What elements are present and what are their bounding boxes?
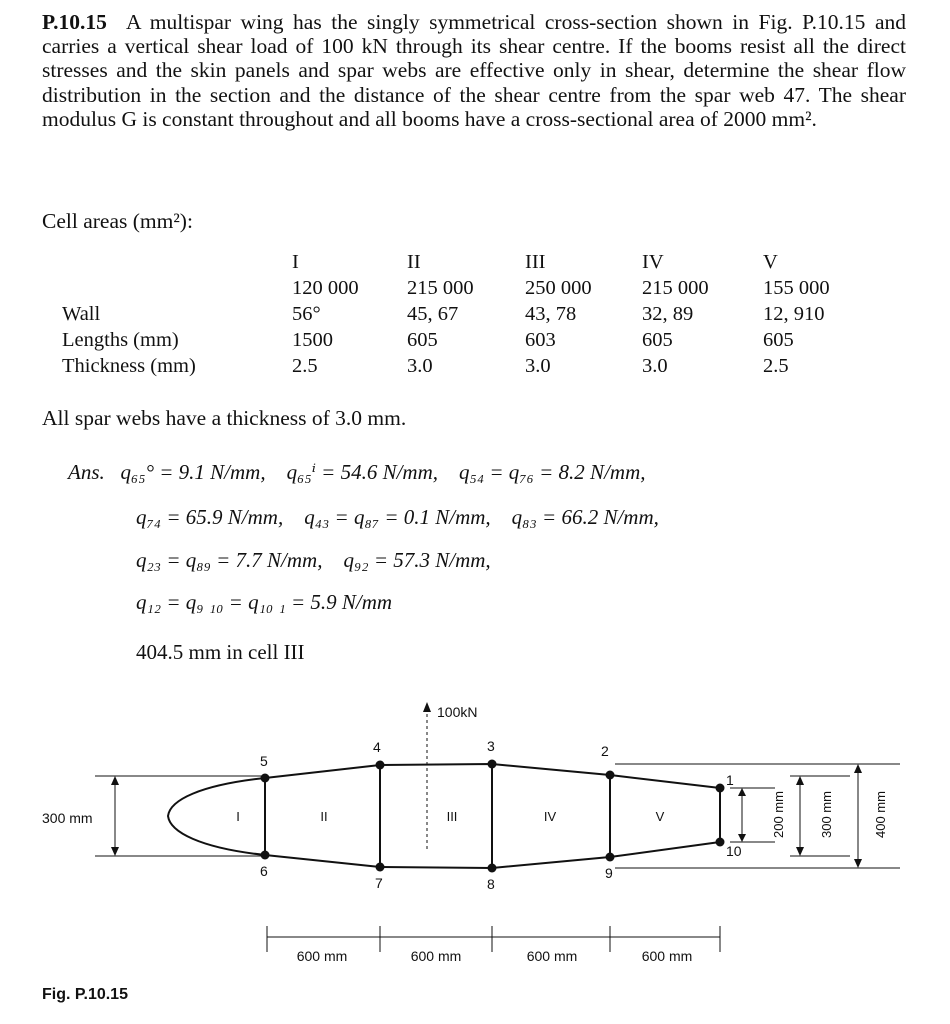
arrowhead-icon xyxy=(111,847,119,856)
load-arrow-icon xyxy=(423,702,431,712)
arrowhead-icon xyxy=(738,788,746,796)
table-row-areas xyxy=(62,275,873,301)
cell-areas-table xyxy=(62,249,873,379)
boom-9 xyxy=(606,853,615,862)
answer-item: q₁₂ = q₉ ₁₀ = q₁₀ ₁ = 5.9 N/mm xyxy=(136,590,393,614)
answer-line-2 xyxy=(136,505,659,530)
table-cell: 603 xyxy=(525,329,556,351)
right-dim-label-300: 300 mm xyxy=(819,791,834,838)
table-cell: 605 xyxy=(763,329,794,351)
boom-2 xyxy=(606,771,615,780)
table-cell: 12, 910 xyxy=(763,303,825,325)
cell-areas-title: Cell areas (mm²): xyxy=(42,209,193,233)
right-dim-label-400: 400 mm xyxy=(873,791,888,838)
bottom-dim-label: 600 mm xyxy=(526,948,578,964)
table-cell: 215 000 xyxy=(407,277,474,299)
arrowhead-icon xyxy=(854,764,862,773)
boom-label-5: 5 xyxy=(260,753,268,769)
answer-line-4 xyxy=(136,590,392,615)
arrowhead-icon xyxy=(738,834,746,842)
boom-label-7: 7 xyxy=(375,875,383,891)
boom-label-10: 10 xyxy=(726,843,742,859)
answer-line-1 xyxy=(68,460,645,485)
table-cell: 43, 78 xyxy=(525,303,577,325)
table-cell: 3.0 xyxy=(525,355,551,377)
boom-label-2: 2 xyxy=(601,743,609,759)
boom-8 xyxy=(488,864,497,873)
answer-prefix: Ans. xyxy=(68,460,105,484)
table-cell: 56° xyxy=(292,303,321,325)
cell-label-I: I xyxy=(236,809,240,824)
table-header-cell: II xyxy=(407,251,421,273)
boom-label-6: 6 xyxy=(260,863,268,879)
boom-3 xyxy=(488,760,497,769)
table-header-cell: III xyxy=(525,251,546,273)
table-cell: 1500 xyxy=(292,329,333,351)
table-header-cell: I xyxy=(292,251,299,273)
answer-item: q₂₃ = q₈₉ = 7.7 N/mm, xyxy=(136,548,323,572)
row-label: Lengths (mm) xyxy=(62,329,179,351)
right-dim-label-200: 200 mm xyxy=(771,791,786,838)
answer-item: q₅₄ = q₇₆ = 8.2 N/mm, xyxy=(459,460,646,484)
wing-section-figure xyxy=(0,690,950,980)
boom-5 xyxy=(261,774,270,783)
table-header-row xyxy=(62,249,873,275)
table-row-lengths xyxy=(62,327,873,353)
table-cell: 3.0 xyxy=(407,355,433,377)
table-cell: 45, 67 xyxy=(407,303,459,325)
boom-10 xyxy=(716,838,725,847)
table-header-cell: IV xyxy=(642,251,664,273)
answer-item: q₈₃ = 66.2 N/mm, xyxy=(511,505,659,529)
problem-number: P.10.15 xyxy=(42,10,107,34)
row-label: Thickness (mm) xyxy=(62,355,196,377)
cell-label-V: V xyxy=(655,809,665,824)
answer-item: q₄₃ = q₈₇ = 0.1 N/mm, xyxy=(304,505,491,529)
table-cell: 120 000 xyxy=(292,277,359,299)
table-row-thickness xyxy=(62,353,873,379)
table-cell: 2.5 xyxy=(763,355,789,377)
table-cell: 32, 89 xyxy=(642,303,694,325)
boom-7 xyxy=(376,863,385,872)
answer-item: q₉₂ = 57.3 N/mm, xyxy=(343,548,491,572)
boom-label-8: 8 xyxy=(487,876,495,892)
table-cell: 215 000 xyxy=(642,277,709,299)
problem-statement xyxy=(42,10,906,131)
answer-item: q₆₅ⁱ = 54.6 N/mm, xyxy=(286,460,439,484)
boom-4 xyxy=(376,761,385,770)
table-cell: 605 xyxy=(407,329,438,351)
boom-label-1: 1 xyxy=(726,772,734,788)
table-header-cell: V xyxy=(763,251,778,273)
boom-label-4: 4 xyxy=(373,739,381,755)
cell-label-IV: IV xyxy=(543,809,557,824)
answer-item: q₆₅° = 9.1 N/mm, xyxy=(120,460,266,484)
bottom-dim-label: 600 mm xyxy=(410,948,462,964)
answer-line-3 xyxy=(136,548,491,573)
table-cell: 250 000 xyxy=(525,277,592,299)
boom-6 xyxy=(261,851,270,860)
table-cell: 3.0 xyxy=(642,355,668,377)
cell-label-II: II xyxy=(320,809,328,824)
bottom-dim-label: 600 mm xyxy=(641,948,693,964)
answer-line-5: 404.5 mm in cell III xyxy=(136,640,305,664)
table-cell: 155 000 xyxy=(763,277,830,299)
arrowhead-icon xyxy=(796,847,804,856)
boom-1 xyxy=(716,784,725,793)
table-cell: 2.5 xyxy=(292,355,318,377)
arrowhead-icon xyxy=(111,776,119,785)
table-row-wall xyxy=(62,301,873,327)
cell-label-III: III xyxy=(446,809,458,824)
row-label: Wall xyxy=(62,303,101,325)
bottom-dim-label: 600 mm xyxy=(296,948,348,964)
spar-note: All spar webs have a thickness of 3.0 mm. xyxy=(42,406,407,430)
figure-caption: Fig. P.10.15 xyxy=(42,986,128,1003)
nose-skin xyxy=(168,778,265,855)
arrowhead-icon xyxy=(854,859,862,868)
arrowhead-icon xyxy=(796,776,804,785)
table-cell: 605 xyxy=(642,329,673,351)
boom-label-3: 3 xyxy=(487,738,495,754)
answer-item: q₇₄ = 65.9 N/mm, xyxy=(136,505,284,529)
problem-text: A multispar wing has the singly symmetrical cross-section shown in Fig. P.10.15 and carries a vertical shear load of 100 kN through its shear centre. If the booms resist all the direct stresses and the skin panels and spar webs are effective only in shear, determine the shear flow distribution in the section and the distance of the shear centre from the spar web 47. The shear modulus G is constant throughout and all booms have a cross-sectional area of 2000 mm². xyxy=(42,10,906,131)
load-label: 100kN xyxy=(437,704,478,720)
boom-label-9: 9 xyxy=(605,865,613,881)
left-dim-label: 300 mm xyxy=(42,810,93,826)
